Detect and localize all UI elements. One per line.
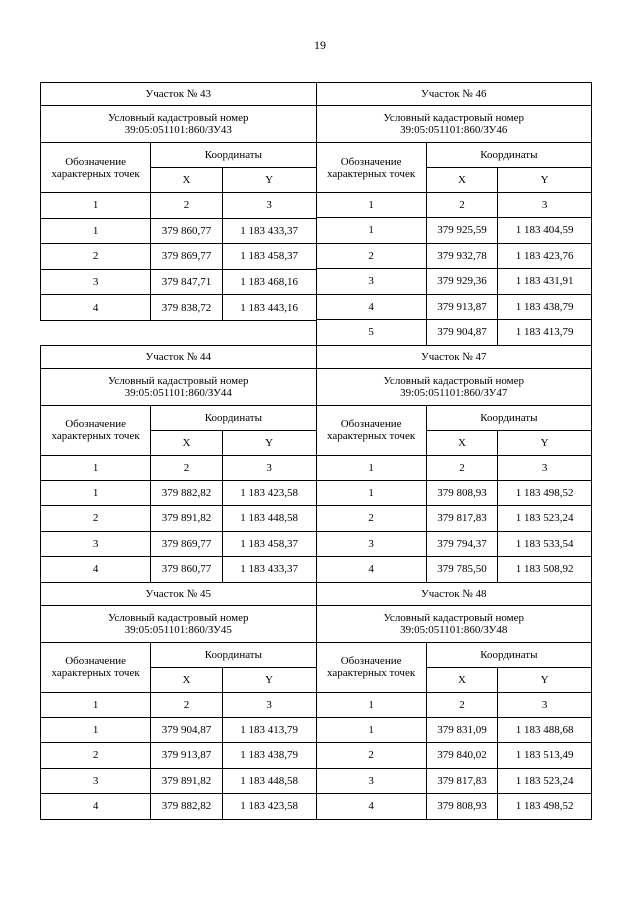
coord-y: 1 183 443,16 [222,295,316,321]
cadastral-number: 39:05:051101:860/ЗУ46 [400,124,508,136]
coord-y: 1 183 498,52 [498,480,592,506]
point-number: 2 [41,244,151,270]
coord-x: 379 808,93 [426,480,498,506]
point-number: 1 [316,480,426,506]
column-index: 1 [316,455,426,480]
coord-x: 379 847,71 [151,269,223,295]
column-index: 2 [151,193,223,218]
coord-y: 1 183 431,91 [498,269,592,295]
cadastral-number: 39:05:051101:860/ЗУ44 [124,386,232,399]
table-row [316,768,592,794]
empty-cell [41,320,317,345]
x-header: X [426,667,498,692]
coord-y: 1 183 468,16 [222,269,316,295]
plots-grid [40,82,593,820]
coord-y: 1 183 438,79 [222,743,316,769]
table-row [41,480,317,506]
column-index: 3 [222,193,316,218]
points-header: Обозначение характерных точек [41,143,151,193]
cadastral-label: Условный кадастровый номер [383,611,525,624]
table-row [41,717,317,743]
cadastral-number-cell [41,106,317,143]
table-row [41,506,317,532]
coord-y: 1 183 433,37 [222,218,316,244]
column-index: 3 [222,692,316,717]
coord-y: 1 183 413,79 [498,320,592,346]
cadastral-number-cell [41,605,317,642]
coord-x: 379 869,77 [151,244,223,270]
plot-table-right [316,82,593,346]
coord-x: 379 929,36 [426,269,498,295]
plot-title: Участок № 45 [41,582,317,605]
column-index: 1 [41,193,151,218]
point-number: 2 [316,243,426,269]
point-number: 2 [316,506,426,532]
point-number: 4 [316,557,426,583]
coord-y: 1 183 513,49 [498,743,592,769]
cadastral-label: Условный кадастровый номер [107,374,249,387]
point-number: 3 [41,768,151,794]
points-header: Обозначение характерных точек [41,642,151,692]
coord-y: 1 183 423,58 [222,794,316,820]
column-index: 2 [426,692,498,717]
table-row [316,717,592,743]
point-number: 1 [41,218,151,244]
table-row [316,243,592,269]
coord-y: 1 183 438,79 [498,294,592,320]
x-header: X [151,430,223,455]
column-index: 1 [41,692,151,717]
y-header: Y [222,430,316,455]
table-row [316,218,592,244]
cadastral-number: 39:05:051101:860/ЗУ45 [124,623,232,636]
table-row [316,743,592,769]
coord-x: 379 869,77 [151,531,223,557]
x-header: X [151,168,223,193]
coord-x: 379 882,82 [151,794,223,820]
coord-y: 1 183 488,68 [498,717,592,743]
points-header: Обозначение характерных точек [316,405,426,455]
cadastral-label: Условный кадастровый номер [383,374,525,387]
coord-x: 379 817,83 [426,506,498,532]
point-number: 4 [316,294,426,320]
cadastral-number: 39:05:051101:860/ЗУ43 [124,124,232,137]
column-index: 3 [222,455,316,480]
cadastral-label: Условный кадастровый номер [383,112,525,124]
table-row [41,743,317,769]
point-number: 5 [316,320,426,346]
coordinates-header: Координаты [151,143,316,168]
table-row [41,269,317,295]
point-number: 3 [316,768,426,794]
coord-x: 379 808,93 [426,794,498,820]
column-index: 1 [316,692,426,717]
coord-x: 379 882,82 [151,480,223,506]
column-index: 2 [426,193,498,218]
coord-y: 1 183 433,37 [222,557,316,583]
coord-y: 1 183 508,92 [498,557,592,583]
plot-title: Участок № 48 [316,582,592,605]
column-index: 2 [151,455,223,480]
plot-title: Участок № 43 [41,83,317,106]
table-row [316,294,592,320]
cadastral-number-cell [41,368,317,405]
table-row [316,506,592,532]
coord-x: 379 860,77 [151,557,223,583]
coord-y: 1 183 498,52 [498,794,592,820]
plots-row [40,82,593,346]
coord-x: 379 913,87 [426,294,498,320]
column-index: 1 [316,193,426,218]
x-header: X [151,667,223,692]
coord-y: 1 183 423,76 [498,243,592,269]
coord-x: 379 860,77 [151,218,223,244]
plot-table-right [316,582,593,820]
point-number: 4 [41,295,151,321]
table-row [41,557,317,583]
coord-x: 379 932,78 [426,243,498,269]
coord-x: 379 891,82 [151,506,223,532]
y-header: Y [498,667,592,692]
point-number: 1 [316,218,426,244]
cadastral-number-cell [316,368,592,405]
coord-x: 379 838,72 [151,295,223,321]
point-number: 3 [41,531,151,557]
coord-x: 379 840,02 [426,743,498,769]
table-row [41,218,317,244]
point-number: 4 [41,794,151,820]
y-header: Y [498,430,592,455]
column-index: 3 [498,455,592,480]
coord-x: 379 794,37 [426,531,498,557]
table-row [316,531,592,557]
table-row [41,244,317,270]
coordinates-header: Координаты [151,405,316,430]
point-number: 1 [41,717,151,743]
y-header: Y [222,168,316,193]
table-row [316,320,592,346]
column-index: 2 [426,455,498,480]
coord-x: 379 925,59 [426,218,498,244]
column-index: 1 [41,455,151,480]
coord-x: 379 913,87 [151,743,223,769]
point-number: 3 [316,269,426,295]
points-header: Обозначение характерных точек [41,405,151,455]
point-number: 4 [316,794,426,820]
coordinates-header: Координаты [426,143,591,168]
plots-row [40,582,593,820]
x-header: X [426,168,498,193]
y-header: Y [498,168,592,193]
point-number: 2 [41,743,151,769]
plots-row [40,345,593,583]
coordinates-header: Координаты [426,642,591,667]
coord-x: 379 904,87 [151,717,223,743]
coord-y: 1 183 458,37 [222,244,316,270]
table-row [41,295,317,321]
coordinates-header: Координаты [426,405,591,430]
coord-y: 1 183 423,58 [222,480,316,506]
table-row [316,480,592,506]
column-index: 2 [151,692,223,717]
coord-x: 379 831,09 [426,717,498,743]
coord-x: 379 785,50 [426,557,498,583]
column-index: 3 [498,193,592,218]
points-header: Обозначение характерных точек [316,642,426,692]
coord-x: 379 904,87 [426,320,498,346]
plot-title: Участок № 46 [316,83,592,106]
plot-table-left [40,82,317,346]
table-row [316,269,592,295]
cadastral-number: 39:05:051101:860/ЗУ47 [400,386,508,399]
point-number: 2 [41,506,151,532]
page-number: 19 [314,38,326,52]
plot-table-left [40,582,317,820]
cadastral-number-cell [316,106,592,143]
table-row [316,557,592,583]
coord-y: 1 183 413,79 [222,717,316,743]
table-row [41,794,317,820]
y-header: Y [222,667,316,692]
point-number: 2 [316,743,426,769]
table-row [41,531,317,557]
point-number: 3 [316,531,426,557]
coord-y: 1 183 404,59 [498,218,592,244]
coord-x: 379 891,82 [151,768,223,794]
point-number: 3 [41,269,151,295]
table-row [41,768,317,794]
point-number: 1 [316,717,426,743]
coord-y: 1 183 533,54 [498,531,592,557]
point-number: 4 [41,557,151,583]
cadastral-label: Условный кадастровый номер [107,611,249,624]
plot-title: Участок № 44 [41,345,317,368]
cadastral-label: Условный кадастровый номер [107,112,249,125]
cadastral-number-cell [316,605,592,642]
coordinates-header: Координаты [151,642,316,667]
coord-y: 1 183 458,37 [222,531,316,557]
x-header: X [426,430,498,455]
cadastral-number: 39:05:051101:860/ЗУ48 [400,623,508,636]
plot-table-left [40,345,317,583]
plot-title: Участок № 47 [316,345,592,368]
plot-table-right [316,345,593,583]
coord-y: 1 183 448,58 [222,768,316,794]
coord-y: 1 183 448,58 [222,506,316,532]
table-row [316,794,592,820]
column-index: 3 [498,692,592,717]
coord-y: 1 183 523,24 [498,506,592,532]
point-number: 1 [41,480,151,506]
points-header: Обозначение характерных точек [316,143,426,193]
coord-y: 1 183 523,24 [498,768,592,794]
coord-x: 379 817,83 [426,768,498,794]
